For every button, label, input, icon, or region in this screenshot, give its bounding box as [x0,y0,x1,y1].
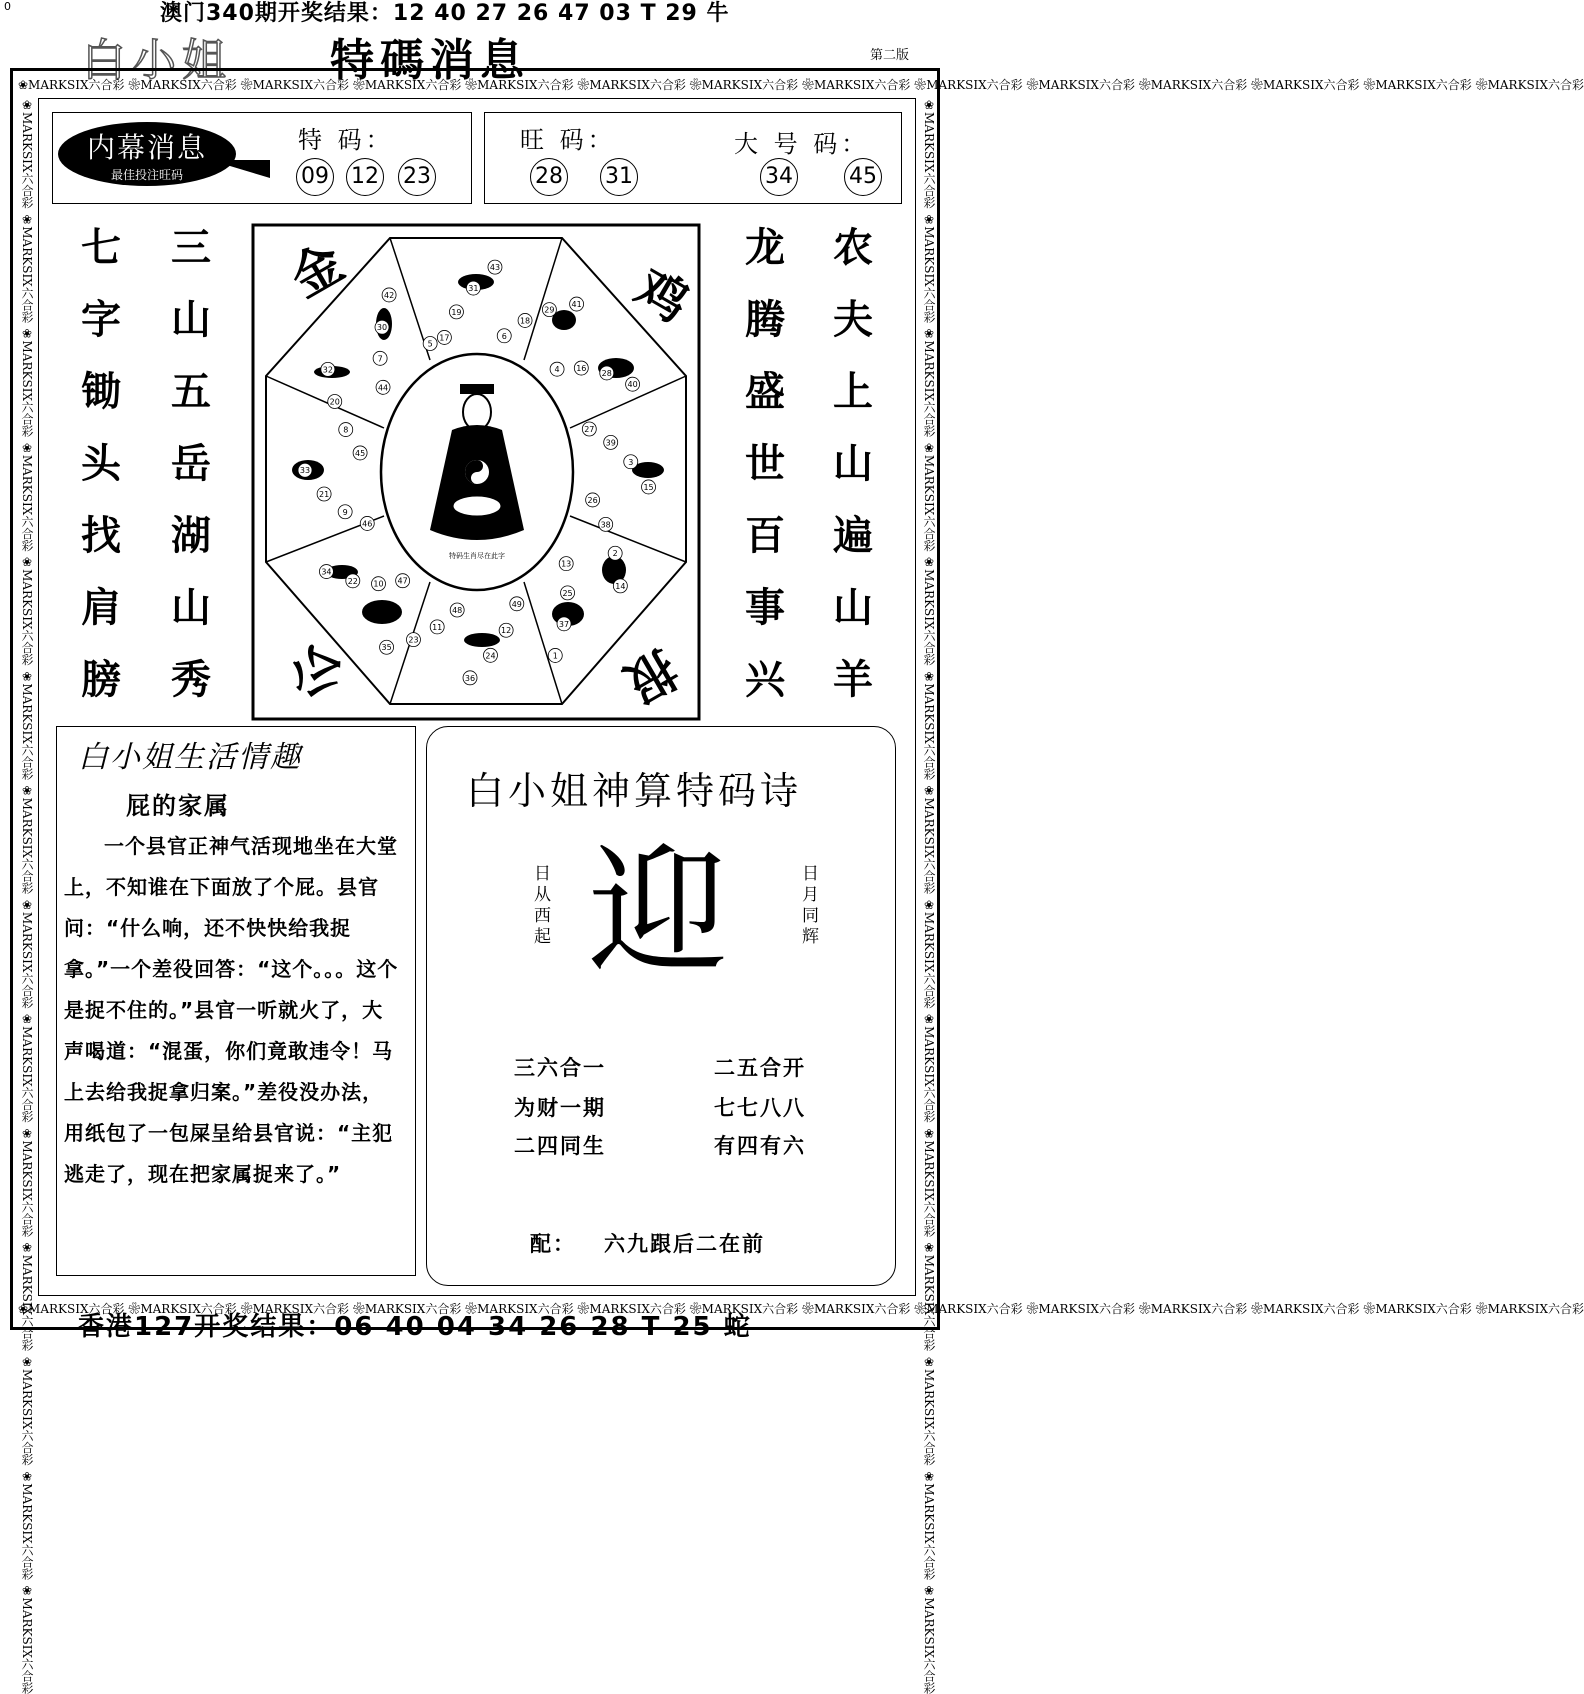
verse-char: 找 [81,513,121,559]
svg-text:47: 47 [397,576,408,586]
special-number: 12 [346,158,384,196]
ring-number [380,640,394,654]
svg-text:19: 19 [451,307,462,317]
ring-number [339,423,353,437]
big-number: 45 [844,158,882,196]
ring-number [423,337,437,351]
hot-number: 28 [530,158,568,196]
verse-char: 字 [81,297,121,343]
ring-number [608,546,622,560]
ring-number [542,303,556,317]
svg-text:32: 32 [322,365,333,375]
ring-number [518,313,532,327]
ring-number [557,617,571,631]
ring-number [372,577,386,591]
edition-label: 第二版 [870,48,910,63]
svg-text:2: 2 [612,549,618,559]
special-number: 23 [398,158,436,196]
verse-char: 山 [171,297,211,343]
svg-text:35: 35 [381,643,392,653]
poem-left-vertical: 日从西起 [530,864,550,948]
left-verse-col2 [166,212,216,716]
story-subtitle: 屁的家属 [126,792,230,820]
ring-number [497,329,511,343]
ring-number [321,362,335,376]
poem-line: 为财一期 [514,1096,606,1120]
verse-char: 兴 [745,657,785,703]
ring-number [483,648,497,662]
svg-text:37: 37 [558,619,570,629]
ring-number [586,493,600,507]
svg-text:38: 38 [600,520,611,530]
svg-text:25: 25 [562,588,573,598]
verse-char: 羊 [833,657,873,703]
ring-number [375,320,389,334]
hot-number: 31 [600,158,638,196]
ring-number [550,362,564,376]
verse-char: 五 [171,369,211,415]
svg-text:20: 20 [329,397,340,407]
svg-text:29: 29 [544,305,555,315]
verse-char: 夫 [833,297,873,343]
poem-big-char: 迎 [588,831,729,994]
svg-text:41: 41 [571,300,582,310]
svg-text:3: 3 [628,457,634,467]
verse-char: 头 [81,441,121,487]
brand-logo: 白小姐 [82,35,232,86]
svg-text:14: 14 [615,581,626,591]
insider-bubble [58,122,236,186]
ring-number [338,505,352,519]
verse-char: 龙 [745,225,785,271]
bubble-title: 内幕消息 [86,131,207,164]
verse-char: 百 [745,513,785,559]
ring-number [449,305,463,319]
verse-char: 盛 [745,369,785,415]
svg-text:16: 16 [576,364,587,374]
svg-text:12: 12 [501,626,512,636]
svg-text:23: 23 [408,635,419,645]
ring-number [510,597,524,611]
poem-line: 二四同生 [514,1134,606,1158]
watermark-strip-left: ❀MARKSIX六合彩 ❀MARKSIX六合彩 ❀MARKSIX六合彩 ❀MARKSIX六合彩 ❀MARKSIX六合彩 ❀MARKSIX六合彩 ❀MARKSIX六合彩 ❀MARKSIX六合彩 ❀MARKSIX六合彩 ❀MARKSIX六合彩 ❀MARKSIX六合彩 ❀MARKSIX六合彩 ❀MARKSIX六合彩 ❀MARKSIX六合彩 [20,98,34,1694]
verse-char: 遍 [833,513,873,559]
ring-number [406,633,420,647]
svg-text:45: 45 [355,448,366,458]
verse-char: 腾 [745,297,785,343]
ring-number [599,517,613,531]
svg-text:34: 34 [321,567,332,577]
ring-number [600,366,614,380]
verse-char: 肩 [81,585,121,631]
svg-text:24: 24 [485,651,496,661]
verse-char: 世 [745,441,785,487]
poem-line: 有四有六 [714,1134,806,1158]
ring-number [353,446,367,460]
verse-char: 岳 [171,441,211,487]
svg-text:1: 1 [552,651,558,661]
verse-char: 山 [833,441,873,487]
ring-number [559,557,573,571]
svg-text:36: 36 [464,673,476,683]
pig-icon [362,600,402,624]
svg-text:17: 17 [439,333,450,343]
left-verse-col1 [76,212,126,716]
svg-text:43: 43 [489,263,501,273]
svg-text:31: 31 [468,284,479,294]
ring-number [298,463,312,477]
big-number-label: 大 号 码： [734,130,870,158]
ring-number [376,380,390,394]
svg-text:22: 22 [347,576,358,586]
svg-text:27: 27 [584,425,595,435]
ring-number [373,351,387,365]
ring-number [450,603,464,617]
ring-number [317,487,331,501]
verse-char: 湖 [171,513,211,559]
svg-text:8: 8 [343,425,349,435]
svg-text:15: 15 [643,482,654,492]
corner-char: 公 [279,634,353,711]
watermark-strip-bottom: ❀MARKSIX六合彩 ❀MARKSIX六合彩 ❀MARKSIX六合彩 ❀MARKSIX六合彩 ❀MARKSIX六合彩 ❀MARKSIX六合彩 ❀MARKSIX六合彩 ❀MARKSIX六合彩 ❀MARKSIX六合彩 ❀MARKSIX六合彩 ❀MARKSIX六合彩 ❀MARKSIX六合彩 ❀MARKSIX六合彩 ❀MARKSIX六合彩 [18,1302,1584,1316]
svg-text:30: 30 [376,323,388,333]
svg-text:13: 13 [561,559,572,569]
match-text: 六九跟后二在前 [604,1232,765,1256]
svg-text:33: 33 [299,466,311,476]
corner-char: 金 [280,232,354,309]
ring-number [570,297,584,311]
watermark-strip-top: ❀MARKSIX六合彩 ❀MARKSIX六合彩 ❀MARKSIX六合彩 ❀MARKSIX六合彩 ❀MARKSIX六合彩 ❀MARKSIX六合彩 ❀MARKSIX六合彩 ❀MARKSIX六合彩 ❀MARKSIX六合彩 ❀MARKSIX六合彩 ❀MARKSIX六合彩 ❀MARKSIX六合彩 ❀MARKSIX六合彩 ❀MARKSIX六合彩 [18,78,1584,92]
poem-right-vertical: 日月同辉 [798,864,818,948]
svg-text:46: 46 [362,519,373,529]
ring-number [642,480,656,494]
hot-label: 旺 码： [520,126,616,154]
zodiac-wheel [252,224,700,720]
verse-char: 膀 [81,657,121,703]
poem-line: 二五合开 [714,1056,806,1080]
watermark-strip-right: ❀MARKSIX六合彩 ❀MARKSIX六合彩 ❀MARKSIX六合彩 ❀MARKSIX六合彩 ❀MARKSIX六合彩 ❀MARKSIX六合彩 ❀MARKSIX六合彩 ❀MARKSIX六合彩 ❀MARKSIX六合彩 ❀MARKSIX六合彩 ❀MARKSIX六合彩 ❀MARKSIX六合彩 ❀MARKSIX六合彩 ❀MARKSIX六合彩 [922,98,936,1694]
ring-number [548,648,562,662]
svg-text:28: 28 [601,368,612,378]
verse-char: 锄 [81,369,121,415]
ring-number [430,620,444,634]
svg-text:26: 26 [587,495,598,505]
verse-char: 山 [171,585,211,631]
ring-number [488,260,502,274]
special-number: 09 [296,158,334,196]
svg-text:11: 11 [432,622,443,632]
ring-number [561,586,575,600]
ring-number [613,579,627,593]
svg-text:5: 5 [427,339,433,349]
corner-char: 报 [614,638,687,715]
svg-text:10: 10 [373,579,384,589]
ring-number [582,422,596,436]
right-verse-col1 [740,212,790,716]
story-title: 白小姐生活情趣 [78,740,302,775]
ring-number [626,377,640,391]
ring-number [319,565,333,579]
svg-text:7: 7 [377,354,383,364]
ring-number [396,574,410,588]
ring-number [463,671,477,685]
svg-text:39: 39 [605,438,616,448]
story-body: 一个县官正神气活现地坐在大堂上，不知谁在下面放了个屁。县官问：“什么响，还不快快给我捉拿。”一个差役回答：“这个。。。这个是捉不住的。”县官一听就火了，大声喝道：“混蛋，你们竟敢违令！马上去给我捉拿归案。”差役没办法，用纸包了一包屎呈给县官说：“主犯逃走了，现在把家属捉来了。” [64,834,399,1186]
ring-number [574,361,588,375]
verse-char: 秀 [171,657,211,703]
ring-number [437,330,451,344]
ring-number [360,516,374,530]
page-title: 特碼消息 [330,35,530,86]
ring-number [328,395,342,409]
ring-number [382,288,396,302]
poem-line: 七七八八 [714,1096,806,1120]
svg-text:40: 40 [627,380,638,390]
svg-text:4: 4 [554,365,560,375]
ring-number [499,623,513,637]
ring-number [604,435,618,449]
right-verse-col2 [828,212,878,716]
hongkong-draw-result: 香港127开奖结果：06 40 04 34 26 28 T 25 蛇 [78,1312,752,1342]
svg-text:48: 48 [452,606,463,616]
ring-number [466,281,480,295]
big-number: 34 [760,158,798,196]
svg-text:42: 42 [383,290,395,300]
verse-char: 七 [81,225,121,271]
verse-char: 山 [833,585,873,631]
poem-title: 白小姐神算特码诗 [466,769,803,813]
ring-number [624,455,638,469]
special-label: 特 码： [298,126,394,154]
svg-text:6: 6 [501,331,507,341]
verse-char: 事 [745,585,785,631]
svg-text:21: 21 [319,489,330,499]
match-label: 配： [530,1232,576,1256]
svg-text:18: 18 [519,316,531,326]
dog-icon [464,633,500,647]
verse-char: 三 [171,225,211,271]
corner-mark: 0 [4,0,11,13]
svg-text:9: 9 [342,507,348,517]
corner-char: 鸡 [626,257,699,334]
svg-text:44: 44 [377,383,389,393]
ring-number [346,574,360,588]
bubble-subtitle: 最佳投注旺码 [110,168,183,182]
verse-char: 农 [833,225,873,271]
verse-char: 上 [833,369,873,415]
poem-line: 三六合一 [514,1056,606,1080]
svg-text:49: 49 [511,599,522,609]
macau-draw-result: 澳门340期开奖结果：12 40 27 26 47 03 T 29 牛 [160,1,730,26]
center-caption: 特码生肖尽在此字 [449,552,505,560]
